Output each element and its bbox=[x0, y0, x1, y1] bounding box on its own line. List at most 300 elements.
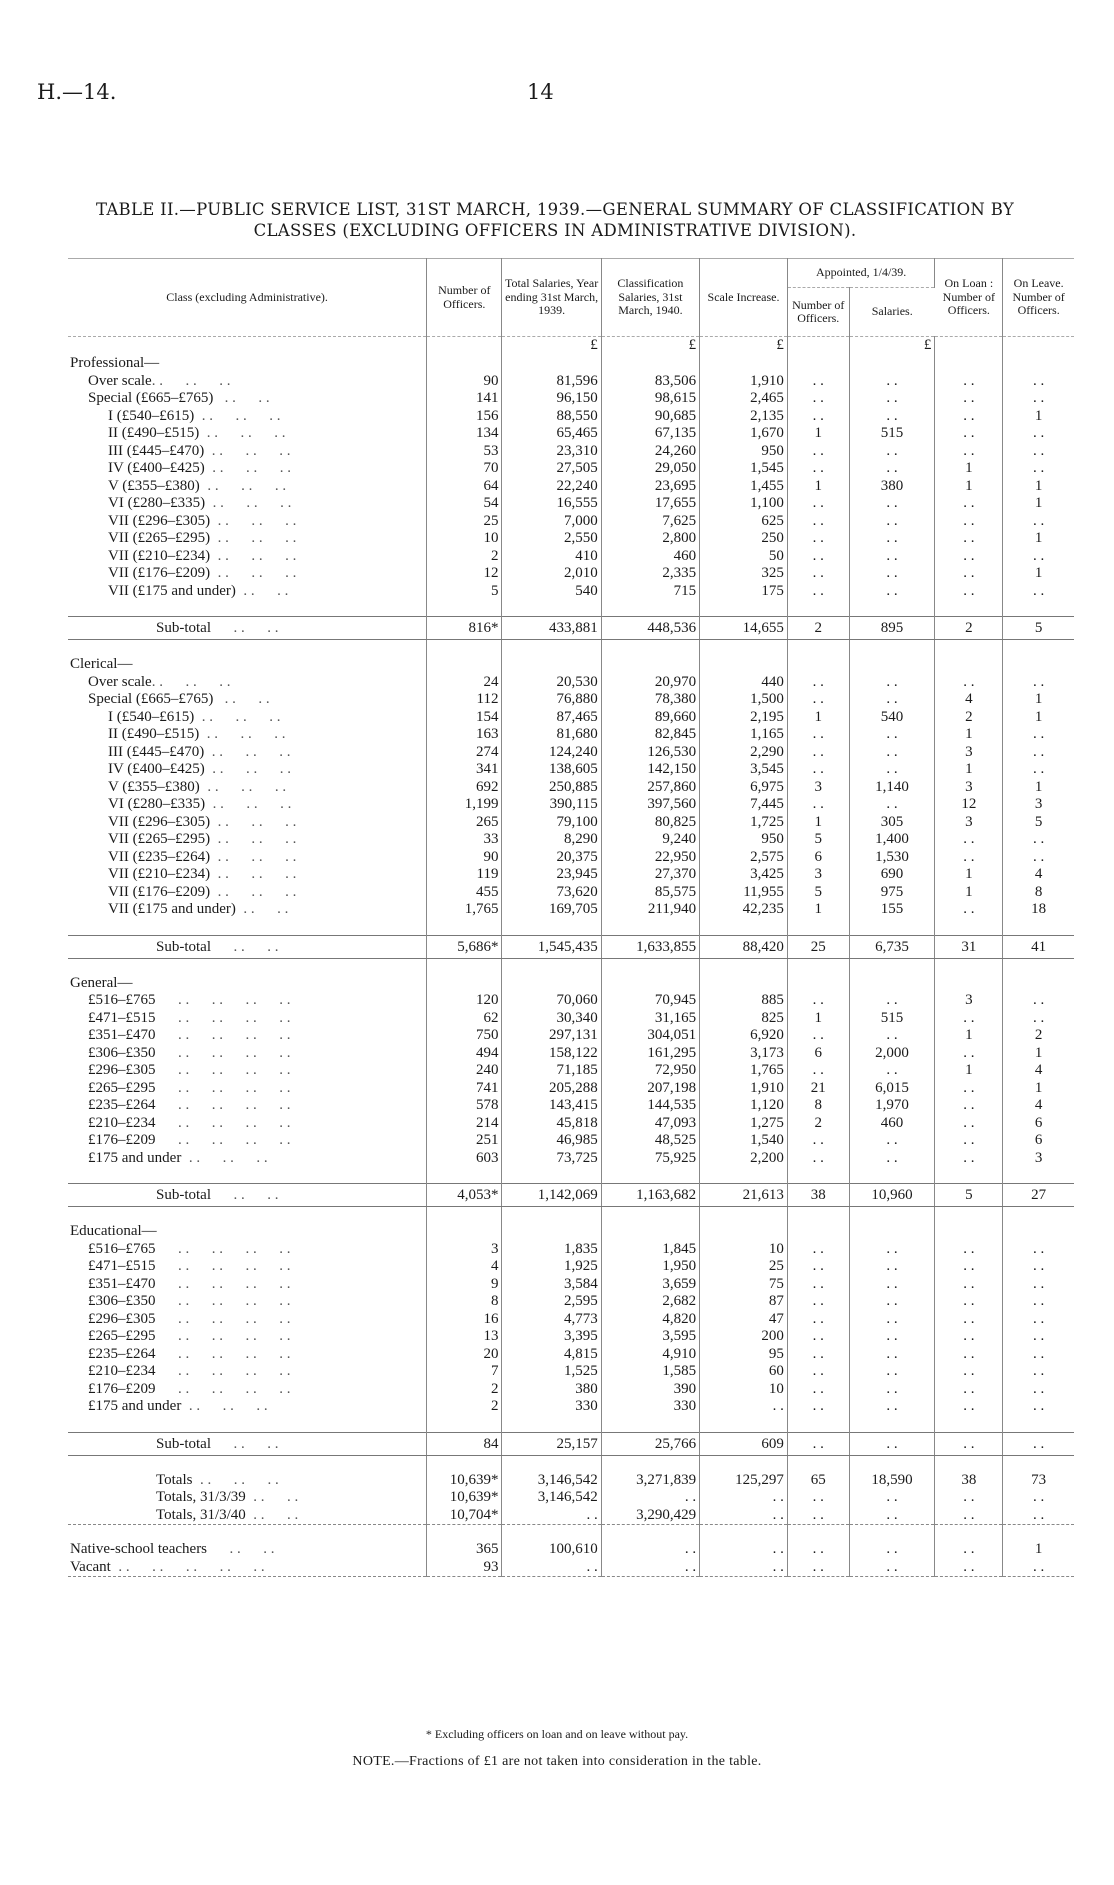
value-cell: . . bbox=[1033, 582, 1045, 599]
spacer-cell bbox=[849, 958, 935, 975]
value-cell: . . bbox=[1033, 512, 1045, 529]
value-cell bbox=[1003, 975, 1074, 993]
value-cell: 70,060 bbox=[502, 992, 601, 1010]
table-body bbox=[68, 337, 1074, 1577]
leader-dots: . . . . bbox=[213, 691, 270, 707]
value-cell: 5 bbox=[787, 831, 849, 849]
value-cell: 10,639* bbox=[427, 1472, 502, 1490]
value-cell: . . bbox=[935, 565, 1003, 583]
value-cell: 330 bbox=[502, 1398, 601, 1416]
value-cell: 27 bbox=[1003, 1184, 1074, 1207]
table-row bbox=[68, 1241, 1074, 1259]
leader-dots: . . . . . . bbox=[194, 407, 281, 424]
value-cell: . . bbox=[787, 495, 849, 513]
spacer-cell bbox=[935, 1455, 1003, 1472]
value-cell: 38 bbox=[787, 1184, 849, 1207]
value-cell: . . bbox=[849, 691, 935, 709]
value-cell: . . bbox=[849, 1432, 935, 1455]
value-cell: 8 bbox=[427, 1293, 502, 1311]
value-cell: 87,465 bbox=[502, 709, 601, 727]
value-cell: . . bbox=[849, 1363, 935, 1381]
value-cell: 143,415 bbox=[502, 1097, 601, 1115]
leader-dots: . . . . . . . . bbox=[155, 1079, 291, 1096]
leader-dots: . . . . . . . . bbox=[155, 1097, 291, 1113]
value-cell: 142,150 bbox=[601, 761, 699, 779]
value-cell: 1 bbox=[1034, 477, 1043, 494]
value-cell bbox=[849, 355, 935, 373]
row-label-cell bbox=[68, 1241, 427, 1259]
value-cell: 155 bbox=[849, 901, 935, 919]
row-label-cell bbox=[68, 1132, 427, 1150]
table-row bbox=[68, 1062, 1074, 1080]
spacer-cell bbox=[787, 640, 849, 657]
value-cell: 1,142,069 bbox=[502, 1184, 601, 1207]
value-cell: . . bbox=[787, 1311, 849, 1329]
value-cell: 6 bbox=[1034, 1114, 1043, 1131]
value-cell: 20,970 bbox=[601, 674, 699, 692]
table-row bbox=[68, 443, 1074, 461]
value-cell: 20 bbox=[427, 1346, 502, 1364]
value-cell: . . bbox=[787, 460, 849, 478]
col-header-class: Class (excluding Administrative). bbox=[68, 259, 427, 337]
value-cell: . . bbox=[1003, 1507, 1074, 1525]
value-cell: 433,881 bbox=[502, 617, 601, 640]
value-cell: 1,765 bbox=[427, 901, 502, 919]
spacer-cell bbox=[427, 1525, 502, 1542]
value-cell: . . bbox=[935, 1363, 1003, 1381]
row-label: I (£540–£615) bbox=[108, 708, 195, 725]
value-cell: 1,925 bbox=[502, 1258, 601, 1276]
value-cell: . . bbox=[1033, 992, 1045, 1008]
spacer-cell bbox=[700, 1416, 788, 1433]
leader-dots: . . . . . . bbox=[151, 673, 231, 690]
spacer-cell bbox=[787, 1167, 849, 1184]
table-row bbox=[68, 779, 1074, 797]
table-row bbox=[68, 1258, 1074, 1276]
value-cell: . . bbox=[1033, 1293, 1045, 1309]
table-row bbox=[68, 1276, 1074, 1294]
value-cell: 6 bbox=[787, 1045, 849, 1063]
value-cell: 1,725 bbox=[700, 814, 788, 832]
value-cell: 1,950 bbox=[601, 1258, 699, 1276]
value-cell: 250,885 bbox=[502, 779, 601, 797]
value-cell: 274 bbox=[427, 744, 502, 762]
value-cell: 24,260 bbox=[601, 443, 699, 461]
spacer-cell bbox=[700, 1525, 788, 1542]
value-cell: 515 bbox=[849, 1010, 935, 1028]
leader-dots: . . . . . . bbox=[205, 796, 292, 812]
value-cell: . . bbox=[935, 849, 1003, 867]
value-cell: . . bbox=[935, 1097, 1003, 1115]
table-row bbox=[68, 1027, 1074, 1045]
value-cell bbox=[849, 1223, 935, 1241]
value-cell: 741 bbox=[427, 1080, 502, 1098]
value-cell: 3 bbox=[427, 1241, 502, 1259]
value-cell: . . bbox=[849, 1276, 935, 1294]
value-cell: . . bbox=[787, 1363, 849, 1381]
value-cell: 540 bbox=[502, 583, 601, 601]
value-cell: 126,530 bbox=[601, 744, 699, 762]
value-cell: . . bbox=[1033, 761, 1045, 777]
value-cell: . . bbox=[849, 1150, 935, 1168]
value-cell: 47 bbox=[700, 1311, 788, 1329]
value-cell: . . bbox=[1033, 1328, 1045, 1344]
row-label-cell bbox=[68, 1381, 427, 1399]
value-cell: 240 bbox=[427, 1062, 502, 1080]
spacer-cell bbox=[1003, 1207, 1074, 1224]
value-cell: . . bbox=[849, 1258, 935, 1276]
value-cell: 12 bbox=[427, 565, 502, 583]
spacer-cell bbox=[935, 640, 1003, 657]
leader-dots: . . . . . . bbox=[210, 883, 297, 900]
table-row bbox=[68, 583, 1074, 601]
table-row bbox=[68, 565, 1074, 583]
spacer-cell bbox=[849, 640, 935, 657]
leader-dots: . . . . bbox=[235, 582, 289, 599]
leader-dots: . . . . . . bbox=[210, 866, 297, 882]
value-cell: . . bbox=[700, 1507, 788, 1525]
table-row bbox=[68, 992, 1074, 1010]
row-label: VI (£280–£335) bbox=[108, 796, 206, 812]
row-label: Over scale bbox=[88, 372, 152, 389]
row-label-cell bbox=[68, 709, 427, 727]
value-cell: 87 bbox=[700, 1293, 788, 1311]
value-cell: . . bbox=[787, 1276, 849, 1294]
value-cell: . . bbox=[849, 1062, 935, 1080]
row-label-cell bbox=[68, 901, 427, 919]
value-cell: . . bbox=[849, 530, 935, 548]
spacer-row bbox=[68, 919, 1074, 936]
value-cell: 7,000 bbox=[502, 513, 601, 531]
leader-dots: . . . . . . . . bbox=[155, 1328, 291, 1344]
table-row bbox=[68, 1010, 1074, 1028]
value-cell: 1 bbox=[935, 761, 1003, 779]
value-cell: 257,860 bbox=[601, 779, 699, 797]
value-cell: 2,200 bbox=[700, 1150, 788, 1168]
row-label: £210–£234 bbox=[88, 1363, 156, 1379]
spacer-row bbox=[68, 1525, 1074, 1542]
value-cell: . . bbox=[787, 373, 849, 391]
value-cell: 2,682 bbox=[601, 1293, 699, 1311]
spacer-cell bbox=[68, 1525, 427, 1542]
value-cell: 1 bbox=[1034, 565, 1043, 581]
value-cell: . . bbox=[849, 1489, 935, 1507]
leader-dots: . . . . . . bbox=[210, 813, 297, 830]
table-row bbox=[68, 796, 1074, 814]
value-cell: 1 bbox=[787, 1010, 849, 1028]
value-cell: . . bbox=[787, 548, 849, 566]
leader-dots: . . . . . . bbox=[210, 547, 297, 564]
table-title bbox=[40, 199, 1070, 241]
row-label-cell bbox=[68, 866, 427, 884]
spacer-cell bbox=[601, 1207, 699, 1224]
table-row bbox=[68, 1328, 1074, 1346]
row-label-cell bbox=[68, 691, 427, 709]
units-cell: £ bbox=[601, 337, 699, 356]
subtotal-row bbox=[68, 1432, 1074, 1455]
row-label: VII (£175 and under) bbox=[108, 901, 236, 917]
value-cell: 1 bbox=[1034, 708, 1043, 725]
value-cell: 3 bbox=[935, 744, 1003, 762]
value-cell: 2,135 bbox=[700, 408, 788, 426]
value-cell: 578 bbox=[427, 1097, 502, 1115]
value-cell: . . bbox=[849, 373, 935, 391]
row-label: Totals, 31/3/40 bbox=[156, 1506, 246, 1523]
value-cell: 5 bbox=[787, 884, 849, 902]
row-label-cell bbox=[68, 796, 427, 814]
value-cell: . . bbox=[1033, 1009, 1045, 1026]
spacer-cell bbox=[427, 919, 502, 936]
value-cell bbox=[700, 1223, 788, 1241]
value-cell: 54 bbox=[427, 495, 502, 513]
value-cell: 65,465 bbox=[502, 425, 601, 443]
value-cell: 64 bbox=[427, 478, 502, 496]
value-cell: . . bbox=[935, 1311, 1003, 1329]
value-cell: 2 bbox=[787, 617, 849, 640]
value-cell: . . bbox=[935, 1507, 1003, 1525]
value-cell bbox=[700, 975, 788, 993]
value-cell: . . bbox=[849, 1241, 935, 1259]
spacer-cell bbox=[68, 1455, 427, 1472]
value-cell: . . bbox=[935, 1346, 1003, 1364]
value-cell: . . bbox=[787, 1507, 849, 1525]
value-cell: . . bbox=[1033, 547, 1045, 564]
value-cell: 1,455 bbox=[700, 478, 788, 496]
spacer-cell bbox=[787, 958, 849, 975]
leader-dots: . . . . . . . . bbox=[155, 1310, 291, 1327]
spacer-cell bbox=[68, 600, 427, 617]
row-label-cell bbox=[68, 1184, 427, 1207]
row-label-cell bbox=[68, 1080, 427, 1098]
value-cell: 31 bbox=[935, 935, 1003, 958]
value-cell: 27,505 bbox=[502, 460, 601, 478]
row-label-cell bbox=[68, 1010, 427, 1028]
value-cell bbox=[849, 975, 935, 993]
value-cell: . . bbox=[849, 761, 935, 779]
row-label-cell bbox=[68, 975, 427, 993]
spacer-cell bbox=[68, 919, 427, 936]
value-cell: . . bbox=[1033, 831, 1045, 847]
row-label-cell bbox=[68, 565, 427, 583]
value-cell: 20,530 bbox=[502, 674, 601, 692]
leader-dots: . . . . . . . . bbox=[155, 1258, 291, 1274]
value-cell: 214 bbox=[427, 1115, 502, 1133]
spacer-cell bbox=[849, 1207, 935, 1224]
value-cell: . . bbox=[849, 1132, 935, 1150]
footnote: * Excluding officers on loan and on leave without pay. bbox=[425, 1727, 689, 1741]
value-cell: . . bbox=[935, 495, 1003, 513]
value-cell: 4,910 bbox=[601, 1346, 699, 1364]
row-label: £296–£305 bbox=[88, 1062, 156, 1078]
value-cell: 2,000 bbox=[849, 1045, 935, 1063]
row-label: £306–£350 bbox=[88, 1293, 156, 1309]
value-cell: 380 bbox=[502, 1381, 601, 1399]
value-cell: 330 bbox=[601, 1398, 699, 1416]
spacer-cell bbox=[601, 1416, 699, 1433]
totals-row bbox=[68, 1507, 1074, 1525]
value-cell bbox=[1003, 355, 1074, 373]
value-cell: 3,173 bbox=[700, 1045, 788, 1063]
row-label: II (£490–£515) bbox=[108, 425, 200, 441]
value-cell: 1 bbox=[935, 1027, 1003, 1045]
spacer-cell bbox=[849, 1416, 935, 1433]
value-cell: 1,585 bbox=[601, 1363, 699, 1381]
value-cell: 3 bbox=[1034, 1149, 1043, 1166]
leader-dots: . . . . . . . . bbox=[155, 1293, 291, 1309]
value-cell: 7 bbox=[427, 1363, 502, 1381]
spacer-cell bbox=[700, 600, 788, 617]
value-cell bbox=[1003, 656, 1074, 674]
value-cell: . . bbox=[787, 390, 849, 408]
value-cell: 325 bbox=[700, 565, 788, 583]
value-cell: 31,165 bbox=[601, 1010, 699, 1028]
row-label-cell bbox=[68, 726, 427, 744]
value-cell: 47,093 bbox=[601, 1115, 699, 1133]
value-cell: 11,955 bbox=[700, 884, 788, 902]
leader-dots: . . . . . . . . . . bbox=[110, 1558, 265, 1575]
spacer-cell bbox=[935, 600, 1003, 617]
value-cell: 1,910 bbox=[700, 1080, 788, 1098]
row-label: V (£355–£380) bbox=[108, 477, 200, 494]
row-label-cell bbox=[68, 1276, 427, 1294]
value-cell: . . bbox=[787, 530, 849, 548]
value-cell: . . bbox=[502, 1507, 601, 1525]
value-cell: 1,540 bbox=[700, 1132, 788, 1150]
value-cell: 1,525 bbox=[502, 1363, 601, 1381]
row-label: VII (£296–£305) bbox=[108, 512, 211, 529]
spacer-cell bbox=[935, 1167, 1003, 1184]
value-cell: 3,146,542 bbox=[502, 1489, 601, 1507]
spacer-cell bbox=[935, 1525, 1003, 1542]
spacer-row bbox=[68, 600, 1074, 617]
value-cell: 169,705 bbox=[502, 901, 601, 919]
spacer-cell bbox=[68, 958, 427, 975]
value-cell: 10,639* bbox=[427, 1489, 502, 1507]
value-cell: . . bbox=[849, 565, 935, 583]
spacer-cell bbox=[787, 1207, 849, 1224]
spacer-cell bbox=[849, 600, 935, 617]
note: NOTE.—Fractions of £1 are not taken into consideration in the table. bbox=[352, 1754, 762, 1769]
row-label: VI (£280–£335) bbox=[108, 495, 206, 511]
value-cell: . . bbox=[935, 1432, 1003, 1455]
value-cell: 460 bbox=[601, 548, 699, 566]
value-cell bbox=[787, 975, 849, 993]
row-label: VII (£265–£295) bbox=[108, 530, 211, 546]
value-cell: 4 bbox=[1034, 1062, 1043, 1078]
value-cell: 21 bbox=[787, 1080, 849, 1098]
value-cell: 10,960 bbox=[849, 1184, 935, 1207]
value-cell: . . bbox=[1033, 1258, 1045, 1274]
spacer-cell bbox=[68, 1207, 427, 1224]
spacer-cell bbox=[935, 1416, 1003, 1433]
value-cell: 1 bbox=[935, 478, 1003, 496]
row-label: £175 and under bbox=[88, 1149, 182, 1166]
table-row bbox=[68, 691, 1074, 709]
leader-dots: . . . . bbox=[245, 1489, 299, 1505]
value-cell: 17,655 bbox=[601, 495, 699, 513]
table-row bbox=[68, 1363, 1074, 1381]
value-cell: 163 bbox=[427, 726, 502, 744]
spacer-cell bbox=[849, 919, 935, 936]
leader-dots: . . . . bbox=[211, 1435, 279, 1452]
spacer-cell bbox=[601, 1167, 699, 1184]
value-cell: . . bbox=[849, 548, 935, 566]
value-cell: 1,120 bbox=[700, 1097, 788, 1115]
table-row bbox=[68, 513, 1074, 531]
row-label: £296–£305 bbox=[88, 1310, 156, 1327]
leader-dots: . . . . . . bbox=[210, 848, 297, 865]
leader-dots: . . . . bbox=[235, 901, 289, 917]
leader-dots: . . . . . . . . bbox=[155, 1027, 291, 1043]
row-label-cell bbox=[68, 1507, 427, 1525]
value-cell: 23,945 bbox=[502, 866, 601, 884]
value-cell: . . bbox=[1033, 848, 1045, 865]
row-label-cell bbox=[68, 617, 427, 640]
row-label: £516–£765 bbox=[88, 992, 156, 1008]
value-cell: . . bbox=[935, 1150, 1003, 1168]
row-label: Over scale bbox=[88, 673, 152, 690]
value-cell: 81,596 bbox=[502, 373, 601, 391]
spacer-cell bbox=[700, 919, 788, 936]
value-cell: . . bbox=[787, 1489, 849, 1507]
value-cell: 75 bbox=[700, 1276, 788, 1294]
value-cell: . . bbox=[787, 513, 849, 531]
value-cell: 515 bbox=[849, 425, 935, 443]
value-cell: 141 bbox=[427, 390, 502, 408]
value-cell: . . bbox=[849, 744, 935, 762]
value-cell: 1 bbox=[787, 709, 849, 727]
col-header-scale-increase: Scale Increase. bbox=[700, 259, 788, 337]
value-cell: . . bbox=[935, 674, 1003, 692]
row-label-cell bbox=[68, 656, 427, 674]
table-row bbox=[68, 726, 1074, 744]
value-cell: 75,925 bbox=[601, 1150, 699, 1168]
value-cell: 76,880 bbox=[502, 691, 601, 709]
value-cell: 9 bbox=[427, 1276, 502, 1294]
value-cell: . . bbox=[849, 726, 935, 744]
value-cell: 1 bbox=[787, 814, 849, 832]
value-cell: 1,275 bbox=[700, 1115, 788, 1133]
value-cell: . . bbox=[787, 408, 849, 426]
value-cell: 390 bbox=[601, 1381, 699, 1399]
value-cell: 13 bbox=[427, 1328, 502, 1346]
value-cell: 1,910 bbox=[700, 373, 788, 391]
value-cell: 175 bbox=[700, 583, 788, 601]
value-cell: 7,445 bbox=[700, 796, 788, 814]
value-cell: 3 bbox=[935, 814, 1003, 832]
row-label: IV (£400–£425) bbox=[108, 761, 205, 777]
value-cell: 448,536 bbox=[601, 617, 699, 640]
value-cell bbox=[935, 975, 1003, 993]
value-cell: 1 bbox=[1034, 495, 1043, 511]
row-label-cell bbox=[68, 1045, 427, 1063]
totals-row bbox=[68, 1489, 1074, 1507]
value-cell: . . bbox=[849, 1328, 935, 1346]
subtotal-row bbox=[68, 935, 1074, 958]
units-cell bbox=[787, 337, 849, 356]
row-label: £176–£209 bbox=[88, 1380, 156, 1397]
table-row bbox=[68, 1097, 1074, 1115]
value-cell: . . bbox=[849, 992, 935, 1010]
value-cell: 5 bbox=[935, 1184, 1003, 1207]
value-cell: . . bbox=[935, 1559, 1003, 1577]
value-cell: . . bbox=[700, 1559, 788, 1577]
value-cell: 23,310 bbox=[502, 443, 601, 461]
value-cell: . . bbox=[601, 1559, 699, 1577]
row-label-cell bbox=[68, 460, 427, 478]
value-cell: 60 bbox=[700, 1363, 788, 1381]
value-cell: 1 bbox=[935, 726, 1003, 744]
